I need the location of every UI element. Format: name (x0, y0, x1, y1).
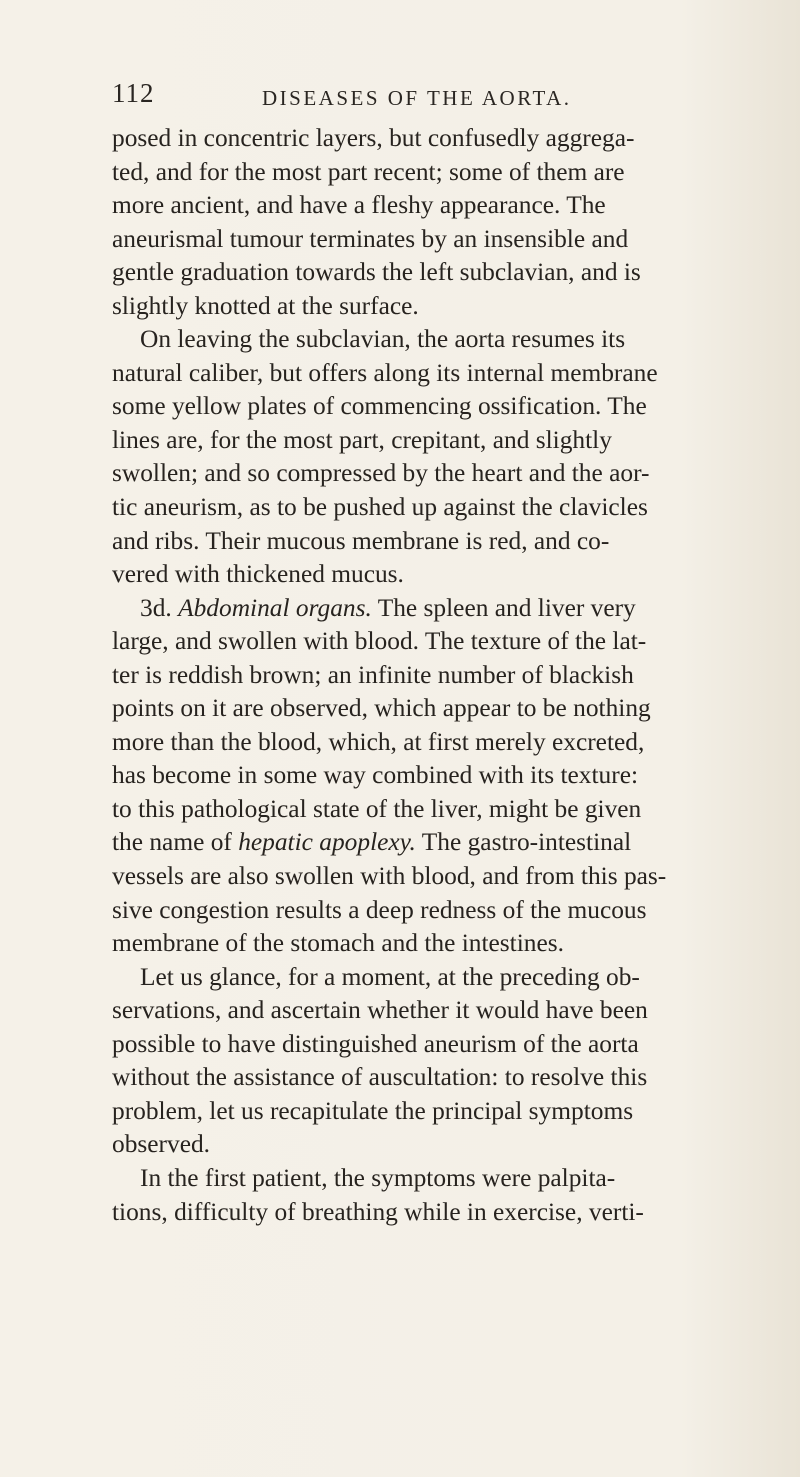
text-line: servations, and ascertain whether it would have been (112, 996, 648, 1025)
text-segment: the name of (112, 828, 239, 857)
text-line: lines are, for the most part, crepitant, and slightly (112, 425, 612, 454)
italic-phrase: hepatic apoplexy. (238, 828, 416, 857)
text-segment: The spleen and liver very (371, 593, 636, 622)
text-line: On leaving the subclavian, the aorta resumes its (140, 325, 626, 354)
text-line: problem, let us recapitulate the principal symptoms (112, 1096, 634, 1125)
text-line: large, and swollen with blood. The texture of the lat- (112, 627, 647, 656)
page-header (112, 78, 732, 118)
text-line: more ancient, and have a fleshy appearance. The (112, 191, 606, 220)
text-line: natural caliber, but offers along its internal membrane (112, 358, 658, 387)
page-number: 112 (112, 78, 155, 108)
text-segment: The gastro-intestinal (415, 828, 632, 857)
italic-phrase: Abdominal organs. (178, 593, 372, 622)
text-line: slightly knotted at the surface. (112, 291, 419, 320)
text-line: ted, and for the most part recent; some of them are (112, 157, 625, 186)
text-line: ter is reddish brown; an infinite number of blackish (112, 660, 634, 689)
text-line: In the first patient, the symptoms were palpita- (140, 1163, 616, 1192)
text-line: points on it are observed, which appear to be nothing (112, 694, 651, 723)
text-line: tic aneurism, as to be pushed up against the clavicles (112, 493, 648, 522)
text-line: Let us glance, for a moment, at the preceding ob- (140, 962, 640, 991)
text-line: and ribs. Their mucous membrane is red, and co- (112, 526, 610, 555)
running-head: DISEASES OF THE AORTA. (262, 86, 572, 110)
text-line: vessels are also swollen with blood, and from this pas- (112, 862, 667, 891)
text-line: tions, difficulty of breathing while in exercise, verti- (112, 1197, 644, 1226)
text-line: possible to have distinguished aneurism of the aorta (112, 1029, 639, 1058)
text-line: more than the blood, which, at first merely excreted, (112, 727, 645, 756)
text-line: without the assistance of auscultation: to resolve this (112, 1063, 648, 1092)
text-line: sive congestion results a deep redness of the mucous (112, 895, 647, 924)
text-line: swollen; and so compressed by the heart and the aor- (112, 459, 650, 488)
text-line: vered with thickened mucus. (112, 560, 404, 589)
text-line: gentle graduation towards the left subclavian, and is (112, 258, 641, 287)
text-line: posed in concentric layers, but confusedly aggrega- (112, 124, 635, 152)
text-line (112, 592, 742, 626)
text-line: aneurismal tumour terminates by an insensible and (112, 224, 629, 253)
text-line: observed. (112, 1130, 211, 1159)
text-line (112, 826, 742, 860)
text-segment: 3d. (140, 593, 179, 622)
text-line: to this pathological state of the liver, might be given (112, 794, 642, 823)
body-text (112, 122, 742, 1229)
text-line: some yellow plates of commencing ossification. The (112, 392, 647, 421)
text-line: membrane of the stomach and the intestines. (112, 929, 564, 958)
text-line: has become in some way combined with its texture: (112, 761, 639, 790)
